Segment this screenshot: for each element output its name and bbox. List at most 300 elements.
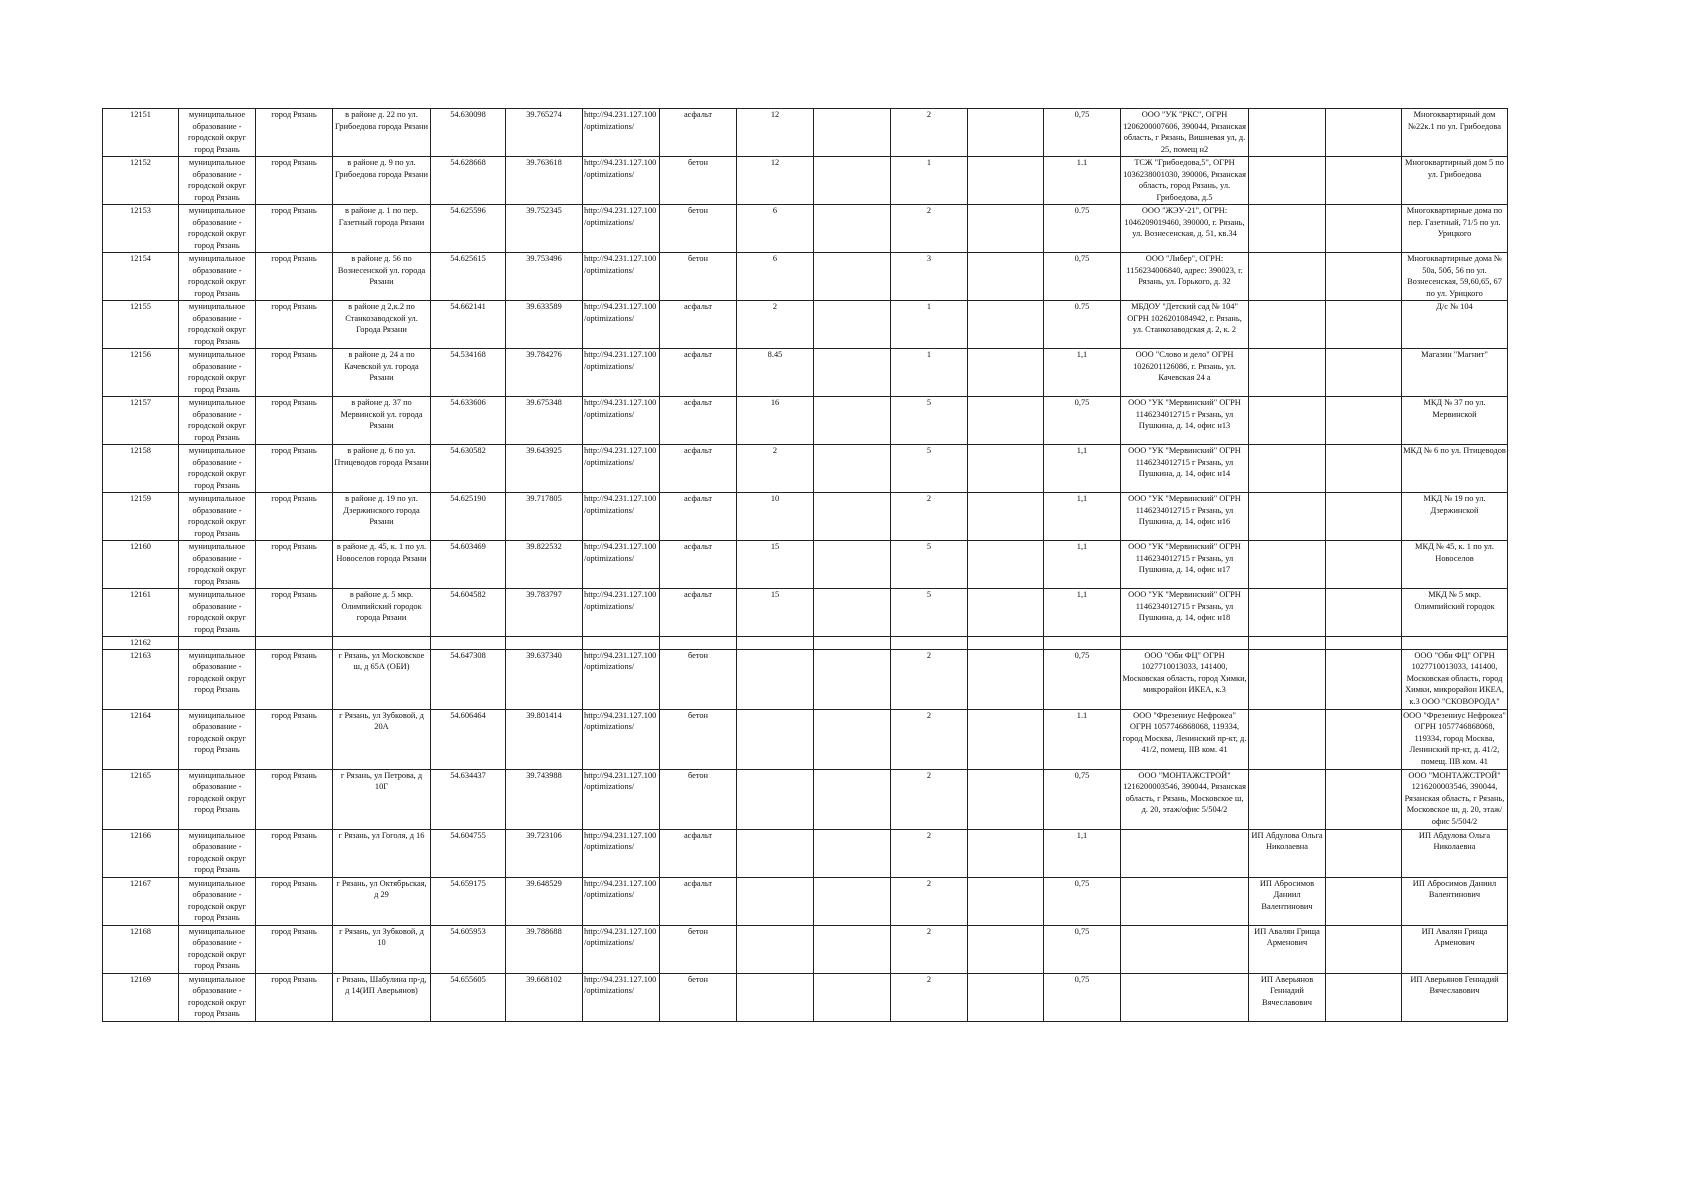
- table-row: [103, 589, 1508, 637]
- waste-source-cell: Многоквартирный дом 5 по ул. Грибоедова: [1402, 157, 1508, 205]
- url-cell: http://94.231.127.100/optimizations/: [583, 973, 660, 1021]
- surface-cell: асфальт: [660, 397, 737, 445]
- container-count-cell: 2: [891, 973, 968, 1021]
- empty-cell: [1326, 253, 1402, 301]
- surface-cell: асфальт: [660, 877, 737, 925]
- address-cell: в районе д. 19 по ул. Дзержинского города Рязани: [333, 493, 431, 541]
- longitude-cell: 39.822532: [506, 541, 583, 589]
- entrepreneur-cell: [1249, 649, 1326, 709]
- surface-cell: асфальт: [660, 493, 737, 541]
- area-cell: 2: [737, 301, 814, 349]
- url-cell: http://94.231.127.100/optimizations/: [583, 205, 660, 253]
- empty-cell: [814, 637, 891, 650]
- organization-cell: ООО "УК "Мервинский" ОГРН 1146234012715 г Рязань, ул Пушкина, д. 14, офис н13: [1121, 397, 1249, 445]
- empty-cell: [968, 709, 1044, 769]
- waste-source-cell: ИП Аверьянов Геннадий Вячеславович: [1402, 973, 1508, 1021]
- url-cell: http://94.231.127.100/optimizations/: [583, 397, 660, 445]
- municipality-cell: муниципальное образование - городской округ город Рязань: [179, 493, 256, 541]
- table-row: [103, 541, 1508, 589]
- surface-cell: асфальт: [660, 445, 737, 493]
- municipality-cell: муниципальное образование - городской округ город Рязань: [179, 973, 256, 1021]
- area-cell: 15: [737, 541, 814, 589]
- municipality-cell: муниципальное образование - городской округ город Рязань: [179, 205, 256, 253]
- id-cell: 12163: [103, 649, 179, 709]
- address-cell: г Рязань, ул Зубковой, д 10: [333, 925, 431, 973]
- latitude-cell: 54.659175: [431, 877, 506, 925]
- empty-cell: [814, 301, 891, 349]
- area-cell: [737, 925, 814, 973]
- empty-cell: [1326, 709, 1402, 769]
- table-row: [103, 397, 1508, 445]
- volume-cell: [1044, 637, 1121, 650]
- empty-cell: [1326, 157, 1402, 205]
- latitude-cell: 54.534168: [431, 349, 506, 397]
- organization-cell: ООО "Оби ФЦ" ОГРН 1027710013033, 141400, Московская область, город Химки, микрорайон ИКЕА, к.3: [1121, 649, 1249, 709]
- latitude-cell: 54.604582: [431, 589, 506, 637]
- empty-cell: [1326, 637, 1402, 650]
- municipality-cell: муниципальное образование - городской округ город Рязань: [179, 349, 256, 397]
- organization-cell: ООО "УК "Мервинский" ОГРН 1146234012715 г Рязань, ул Пушкина, д. 14, офис н18: [1121, 589, 1249, 637]
- volume-cell: 0.75: [1044, 205, 1121, 253]
- empty-cell: [814, 253, 891, 301]
- municipality-cell: муниципальное образование - городской округ город Рязань: [179, 253, 256, 301]
- empty-cell: [1326, 973, 1402, 1021]
- municipality-cell: муниципальное образование - городской округ город Рязань: [179, 769, 256, 829]
- waste-source-cell: ИП Абдулова Ольга Николаевна: [1402, 829, 1508, 877]
- city-cell: город Рязань: [256, 709, 333, 769]
- entrepreneur-cell: [1249, 445, 1326, 493]
- id-cell: 12154: [103, 253, 179, 301]
- empty-cell: [814, 769, 891, 829]
- longitude-cell: 39.784276: [506, 349, 583, 397]
- id-cell: 12162: [103, 637, 179, 650]
- table-row: [103, 649, 1508, 709]
- city-cell: город Рязань: [256, 349, 333, 397]
- id-cell: 12156: [103, 349, 179, 397]
- volume-cell: 1.1: [1044, 157, 1121, 205]
- latitude-cell: 54.605953: [431, 925, 506, 973]
- url-cell: http://94.231.127.100/optimizations/: [583, 829, 660, 877]
- organization-cell: ООО "Слово и дело" ОГРН 1026201126086, г. Рязань, ул. Качевская 24 а: [1121, 349, 1249, 397]
- empty-cell: [814, 349, 891, 397]
- empty-cell: [968, 769, 1044, 829]
- empty-cell: [1326, 589, 1402, 637]
- area-cell: [737, 973, 814, 1021]
- address-cell: в районе д. 22 по ул. Грибоедова города Рязани: [333, 109, 431, 157]
- url-cell: http://94.231.127.100/optimizations/: [583, 493, 660, 541]
- longitude-cell: 39.643925: [506, 445, 583, 493]
- waste-source-cell: Многоквартирный дом №22к.1 по ул. Грибоедова: [1402, 109, 1508, 157]
- address-cell: в районе д. 37 по Мервинской ул. города Рязани: [333, 397, 431, 445]
- longitude-cell: 39.668102: [506, 973, 583, 1021]
- organization-cell: ООО "МОНТАЖСТРОЙ" 1216200003546, 390044, Рязанская область, г Рязань, Московское ш, д. 20, этаж/офис 5/504/2: [1121, 769, 1249, 829]
- container-count-cell: 3: [891, 253, 968, 301]
- container-count-cell: 2: [891, 769, 968, 829]
- volume-cell: 1.1: [1044, 709, 1121, 769]
- city-cell: город Рязань: [256, 925, 333, 973]
- empty-cell: [968, 649, 1044, 709]
- empty-cell: [814, 397, 891, 445]
- area-cell: 12: [737, 109, 814, 157]
- waste-source-cell: МКД № 19 по ул. Дзержинской: [1402, 493, 1508, 541]
- container-count-cell: 5: [891, 589, 968, 637]
- latitude-cell: 54.662141: [431, 301, 506, 349]
- municipality-cell: [179, 637, 256, 650]
- container-count-cell: 5: [891, 445, 968, 493]
- longitude-cell: 39.765274: [506, 109, 583, 157]
- empty-cell: [968, 205, 1044, 253]
- url-cell: http://94.231.127.100/optimizations/: [583, 925, 660, 973]
- url-cell: http://94.231.127.100/optimizations/: [583, 109, 660, 157]
- municipality-cell: муниципальное образование - городской округ город Рязань: [179, 877, 256, 925]
- id-cell: 12157: [103, 397, 179, 445]
- empty-cell: [968, 301, 1044, 349]
- container-count-cell: 2: [891, 493, 968, 541]
- empty-cell: [1326, 205, 1402, 253]
- organization-cell: ООО "УК "Мервинский" ОГРН 1146234012715 г Рязань, ул Пушкина, д. 14, офис н17: [1121, 541, 1249, 589]
- city-cell: город Рязань: [256, 253, 333, 301]
- address-cell: в районе д. 45, к. 1 по ул. Новоселов города Рязани: [333, 541, 431, 589]
- municipality-cell: муниципальное образование - городской округ город Рязань: [179, 709, 256, 769]
- entrepreneur-cell: [1249, 541, 1326, 589]
- area-cell: [737, 649, 814, 709]
- empty-cell: [1326, 769, 1402, 829]
- table-row: [103, 493, 1508, 541]
- area-cell: [737, 877, 814, 925]
- latitude-cell: 54.625615: [431, 253, 506, 301]
- surface-cell: асфальт: [660, 541, 737, 589]
- longitude-cell: 39.717805: [506, 493, 583, 541]
- longitude-cell: 39.675348: [506, 397, 583, 445]
- table-body: [103, 109, 1508, 1022]
- id-cell: 12165: [103, 769, 179, 829]
- surface-cell: асфальт: [660, 109, 737, 157]
- latitude-cell: 54.647308: [431, 649, 506, 709]
- organization-cell: МБДОУ "Детский сад № 104" ОГРН 1026201084942, г. Рязань, ул. Станкозаводская д. 2, к. 2: [1121, 301, 1249, 349]
- empty-cell: [814, 157, 891, 205]
- table-row: [103, 205, 1508, 253]
- container-count-cell: 2: [891, 829, 968, 877]
- container-count-cell: 2: [891, 709, 968, 769]
- area-cell: [737, 769, 814, 829]
- entrepreneur-cell: [1249, 769, 1326, 829]
- table-row: [103, 925, 1508, 973]
- organization-cell: [1121, 829, 1249, 877]
- address-cell: г Рязань, ул Зубковой, д 20А: [333, 709, 431, 769]
- container-count-cell: [891, 637, 968, 650]
- volume-cell: 0,75: [1044, 397, 1121, 445]
- waste-source-cell: ООО "МОНТАЖСТРОЙ" 1216200003546, 390044, Рязанская область, г Рязань, Московское ш, д. 20, этаж/офис 5/504/2: [1402, 769, 1508, 829]
- id-cell: 12166: [103, 829, 179, 877]
- volume-cell: 1,1: [1044, 541, 1121, 589]
- waste-source-cell: МКД № 45, к. 1 по ул. Новоселов: [1402, 541, 1508, 589]
- organization-cell: [1121, 925, 1249, 973]
- empty-cell: [968, 157, 1044, 205]
- area-cell: 8.45: [737, 349, 814, 397]
- municipality-cell: муниципальное образование - городской округ город Рязань: [179, 445, 256, 493]
- city-cell: город Рязань: [256, 541, 333, 589]
- surface-cell: бетон: [660, 157, 737, 205]
- empty-cell: [968, 253, 1044, 301]
- area-cell: 10: [737, 493, 814, 541]
- volume-cell: 0,75: [1044, 769, 1121, 829]
- address-cell: в районе д. 1 по пер. Газетный города Рязани: [333, 205, 431, 253]
- waste-source-cell: Многоквартирные дома по пер. Газетный, 71/5 по ул. Урицкого: [1402, 205, 1508, 253]
- waste-source-cell: Д/с № 104: [1402, 301, 1508, 349]
- address-cell: в районе д. 24 а по Качевской ул. города Рязани: [333, 349, 431, 397]
- longitude-cell: 39.788688: [506, 925, 583, 973]
- url-cell: [583, 637, 660, 650]
- city-cell: город Рязань: [256, 649, 333, 709]
- address-cell: в районе д. 6 по ул. Птицеводов города Рязани: [333, 445, 431, 493]
- empty-cell: [814, 445, 891, 493]
- latitude-cell: 54.634437: [431, 769, 506, 829]
- surface-cell: бетон: [660, 709, 737, 769]
- table-row: [103, 973, 1508, 1021]
- empty-cell: [814, 649, 891, 709]
- city-cell: город Рязань: [256, 769, 333, 829]
- container-count-cell: 5: [891, 397, 968, 445]
- waste-source-cell: Магазин "Магнит": [1402, 349, 1508, 397]
- organization-cell: ООО "Либер", ОГРН: 1156234006840, адрес: 390023, г. Рязань, ул. Горького, д. 32: [1121, 253, 1249, 301]
- surface-cell: асфальт: [660, 349, 737, 397]
- entrepreneur-cell: [1249, 493, 1326, 541]
- city-cell: [256, 637, 333, 650]
- url-cell: http://94.231.127.100/optimizations/: [583, 157, 660, 205]
- empty-cell: [814, 205, 891, 253]
- organization-cell: ООО "ЖЭУ-21", ОГРН: 1046209019460, 390000, г. Рязань, ул. Вознесенская, д. 51, кв.34: [1121, 205, 1249, 253]
- volume-cell: 0,75: [1044, 973, 1121, 1021]
- area-cell: 16: [737, 397, 814, 445]
- organization-cell: ООО "УК "РКС", ОГРН 1206200007606, 390044, Рязанская область, г Рязань, Вишневая ул, д. 25, помещ н2: [1121, 109, 1249, 157]
- container-count-cell: 2: [891, 877, 968, 925]
- id-cell: 12164: [103, 709, 179, 769]
- surface-cell: асфальт: [660, 589, 737, 637]
- latitude-cell: [431, 637, 506, 650]
- url-cell: http://94.231.127.100/optimizations/: [583, 589, 660, 637]
- address-cell: г Рязань, ул Октябрьская, д 29: [333, 877, 431, 925]
- empty-cell: [814, 709, 891, 769]
- area-cell: 6: [737, 205, 814, 253]
- empty-cell: [1326, 493, 1402, 541]
- waste-source-cell: ИП Авалян Грища Арменович: [1402, 925, 1508, 973]
- entrepreneur-cell: [1249, 637, 1326, 650]
- url-cell: http://94.231.127.100/optimizations/: [583, 301, 660, 349]
- container-count-cell: 2: [891, 925, 968, 973]
- city-cell: город Рязань: [256, 445, 333, 493]
- waste-source-cell: [1402, 637, 1508, 650]
- longitude-cell: 39.648529: [506, 877, 583, 925]
- table-row: [103, 157, 1508, 205]
- empty-cell: [814, 109, 891, 157]
- city-cell: город Рязань: [256, 397, 333, 445]
- volume-cell: 0,75: [1044, 877, 1121, 925]
- waste-source-cell: МКД № 5 мкр. Олимпийский городок: [1402, 589, 1508, 637]
- id-cell: 12158: [103, 445, 179, 493]
- id-cell: 12155: [103, 301, 179, 349]
- address-cell: г Рязань, Шабулина пр-д, д 14(ИП Аверьянов): [333, 973, 431, 1021]
- entrepreneur-cell: [1249, 157, 1326, 205]
- longitude-cell: 39.723106: [506, 829, 583, 877]
- entrepreneur-cell: [1249, 109, 1326, 157]
- empty-cell: [1326, 109, 1402, 157]
- entrepreneur-cell: ИП Абросимов Даниил Валентинович: [1249, 877, 1326, 925]
- organization-cell: ТСЖ "Грибоедова,5", ОГРН 1036238001030, 390006, Рязанская область, город Рязань, ул. Грибоедова, д.5: [1121, 157, 1249, 205]
- table-row: [103, 769, 1508, 829]
- volume-cell: 0,75: [1044, 649, 1121, 709]
- empty-cell: [814, 877, 891, 925]
- container-count-cell: 2: [891, 205, 968, 253]
- container-count-cell: 2: [891, 649, 968, 709]
- empty-cell: [1326, 541, 1402, 589]
- longitude-cell: 39.633589: [506, 301, 583, 349]
- empty-cell: [968, 493, 1044, 541]
- city-cell: город Рязань: [256, 301, 333, 349]
- surface-cell: бетон: [660, 205, 737, 253]
- city-cell: город Рязань: [256, 829, 333, 877]
- municipality-cell: муниципальное образование - городской округ город Рязань: [179, 649, 256, 709]
- table-row: [103, 877, 1508, 925]
- table-row: [103, 637, 1508, 650]
- latitude-cell: 54.604755: [431, 829, 506, 877]
- entrepreneur-cell: ИП Авалян Грища Арменович: [1249, 925, 1326, 973]
- municipality-cell: муниципальное образование - городской округ город Рязань: [179, 109, 256, 157]
- longitude-cell: 39.763618: [506, 157, 583, 205]
- entrepreneur-cell: ИП Абдулова Ольга Николаевна: [1249, 829, 1326, 877]
- surface-cell: бетон: [660, 253, 737, 301]
- empty-cell: [814, 925, 891, 973]
- container-count-cell: 1: [891, 301, 968, 349]
- volume-cell: 0.75: [1044, 301, 1121, 349]
- city-cell: город Рязань: [256, 109, 333, 157]
- table-row: [103, 253, 1508, 301]
- municipality-cell: муниципальное образование - городской округ город Рязань: [179, 829, 256, 877]
- empty-cell: [968, 637, 1044, 650]
- id-cell: 12152: [103, 157, 179, 205]
- entrepreneur-cell: [1249, 301, 1326, 349]
- url-cell: http://94.231.127.100/optimizations/: [583, 709, 660, 769]
- surface-cell: асфальт: [660, 301, 737, 349]
- municipality-cell: муниципальное образование - городской округ город Рязань: [179, 589, 256, 637]
- latitude-cell: 54.630582: [431, 445, 506, 493]
- empty-cell: [1326, 349, 1402, 397]
- longitude-cell: 39.801414: [506, 709, 583, 769]
- organization-cell: [1121, 637, 1249, 650]
- container-count-cell: 1: [891, 157, 968, 205]
- city-cell: город Рязань: [256, 877, 333, 925]
- city-cell: город Рязань: [256, 157, 333, 205]
- container-count-cell: 5: [891, 541, 968, 589]
- latitude-cell: 54.625190: [431, 493, 506, 541]
- surface-cell: асфальт: [660, 829, 737, 877]
- empty-cell: [968, 829, 1044, 877]
- empty-cell: [814, 829, 891, 877]
- waste-source-cell: ООО "Фрезениус Нефрокеа" ОГРН 1057746868068, 119334, город Москва, Ленинский пр-кт, д. 41/2, помещ. IIВ ком. 41: [1402, 709, 1508, 769]
- url-cell: http://94.231.127.100/optimizations/: [583, 541, 660, 589]
- waste-source-cell: МКД № 37 по ул. Мервинской: [1402, 397, 1508, 445]
- longitude-cell: 39.752345: [506, 205, 583, 253]
- table-row: [103, 445, 1508, 493]
- empty-cell: [1326, 445, 1402, 493]
- empty-cell: [968, 109, 1044, 157]
- empty-cell: [1326, 925, 1402, 973]
- longitude-cell: 39.753496: [506, 253, 583, 301]
- table-row: [103, 301, 1508, 349]
- latitude-cell: 54.603469: [431, 541, 506, 589]
- empty-cell: [968, 973, 1044, 1021]
- surface-cell: бетон: [660, 769, 737, 829]
- latitude-cell: 54.630098: [431, 109, 506, 157]
- address-cell: в районе д. 9 по ул. Грибоедова города Рязани: [333, 157, 431, 205]
- empty-cell: [1326, 877, 1402, 925]
- surface-cell: [660, 637, 737, 650]
- registry-table: [102, 108, 1508, 1022]
- organization-cell: [1121, 973, 1249, 1021]
- empty-cell: [814, 589, 891, 637]
- empty-cell: [968, 349, 1044, 397]
- city-cell: город Рязань: [256, 493, 333, 541]
- table-row: [103, 349, 1508, 397]
- latitude-cell: 54.655605: [431, 973, 506, 1021]
- area-cell: 15: [737, 589, 814, 637]
- organization-cell: ООО "УК "Мервинский" ОГРН 1146234012715 г Рязань, ул Пушкина, д. 14, офис н14: [1121, 445, 1249, 493]
- empty-cell: [968, 589, 1044, 637]
- address-cell: в районе д 2,к.2 по Станкозаводской ул. Города Рязани: [333, 301, 431, 349]
- municipality-cell: муниципальное образование - городской округ город Рязань: [179, 157, 256, 205]
- id-cell: 12159: [103, 493, 179, 541]
- waste-source-cell: ИП Абросимов Даниил Валентинович: [1402, 877, 1508, 925]
- empty-cell: [1326, 829, 1402, 877]
- area-cell: [737, 829, 814, 877]
- empty-cell: [968, 397, 1044, 445]
- volume-cell: 1,1: [1044, 349, 1121, 397]
- waste-source-cell: ООО "Оби ФЦ" ОГРН 1027710013033, 141400, Московская область, город Химки, микрорайон ИКЕА, к.3 ООО "СКОВОРОДА": [1402, 649, 1508, 709]
- url-cell: http://94.231.127.100/optimizations/: [583, 253, 660, 301]
- entrepreneur-cell: [1249, 205, 1326, 253]
- entrepreneur-cell: ИП Аверьянов Геннадий Вячеславович: [1249, 973, 1326, 1021]
- empty-cell: [814, 541, 891, 589]
- longitude-cell: 39.637340: [506, 649, 583, 709]
- municipality-cell: муниципальное образование - городской округ город Рязань: [179, 397, 256, 445]
- container-count-cell: 2: [891, 109, 968, 157]
- volume-cell: 1,1: [1044, 589, 1121, 637]
- municipality-cell: муниципальное образование - городской округ город Рязань: [179, 301, 256, 349]
- area-cell: [737, 637, 814, 650]
- id-cell: 12161: [103, 589, 179, 637]
- city-cell: город Рязань: [256, 589, 333, 637]
- id-cell: 12167: [103, 877, 179, 925]
- entrepreneur-cell: [1249, 709, 1326, 769]
- volume-cell: 1,1: [1044, 493, 1121, 541]
- volume-cell: 1,1: [1044, 445, 1121, 493]
- volume-cell: 0,75: [1044, 109, 1121, 157]
- table-row: [103, 709, 1508, 769]
- surface-cell: бетон: [660, 925, 737, 973]
- url-cell: http://94.231.127.100/optimizations/: [583, 877, 660, 925]
- table-row: [103, 829, 1508, 877]
- surface-cell: бетон: [660, 973, 737, 1021]
- organization-cell: ООО "УК "Мервинский" ОГРН 1146234012715 г Рязань, ул Пушкина, д. 14, офис н16: [1121, 493, 1249, 541]
- surface-cell: бетон: [660, 649, 737, 709]
- latitude-cell: 54.633606: [431, 397, 506, 445]
- url-cell: http://94.231.127.100/optimizations/: [583, 349, 660, 397]
- id-cell: 12160: [103, 541, 179, 589]
- latitude-cell: 54.625596: [431, 205, 506, 253]
- area-cell: 6: [737, 253, 814, 301]
- empty-cell: [1326, 301, 1402, 349]
- longitude-cell: 39.743988: [506, 769, 583, 829]
- empty-cell: [968, 925, 1044, 973]
